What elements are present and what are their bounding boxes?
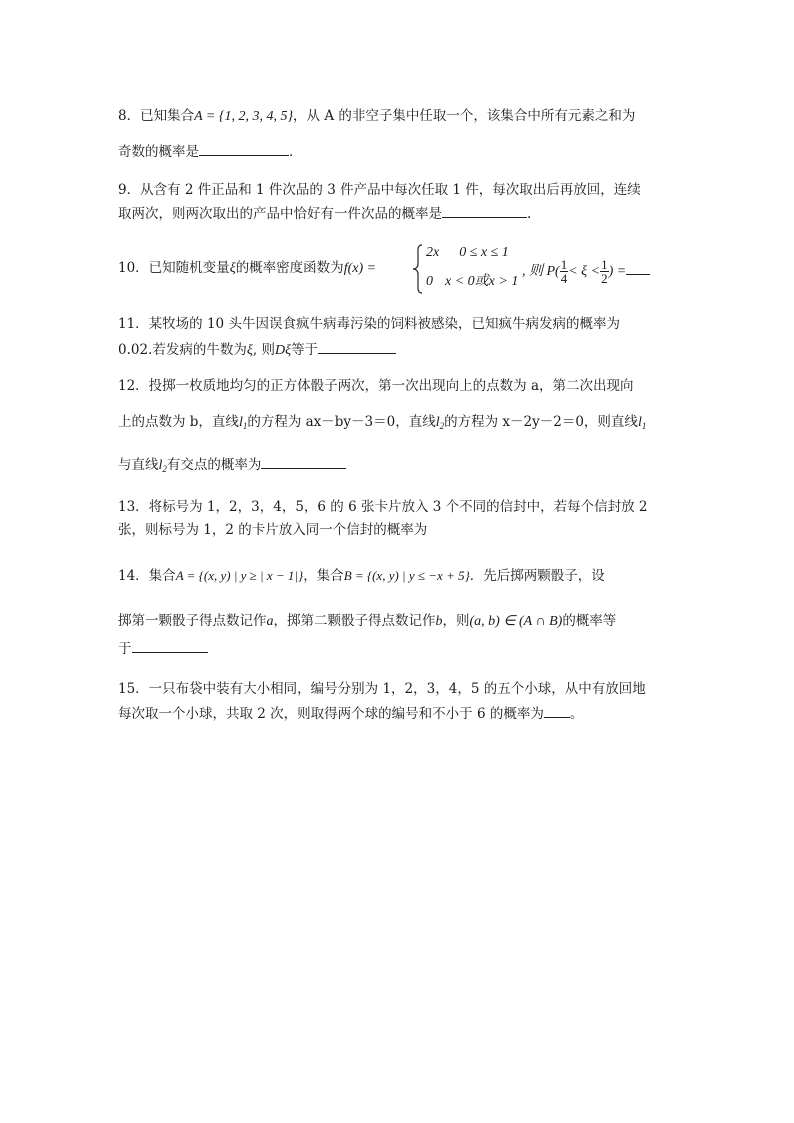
q12-l2b-sub: 2 <box>162 464 167 474</box>
q11-text-c: , 则 <box>252 342 275 358</box>
q12-l1-sub: 1 <box>242 421 248 431</box>
q14-text-h: 于 <box>118 641 132 657</box>
q13-text-b: 张，则标号为 1，2 的卡片放入同一个信封的概率为 <box>118 522 428 538</box>
q10-frac2-den: 2 <box>601 271 608 286</box>
q10-text-b: 的概率密度函数为 <box>235 260 344 276</box>
q10-fraction-1 <box>560 258 569 285</box>
q11-dxi: Dξ <box>274 343 292 358</box>
q14-set-b: B = {(x, y) | y ≤ −x + 5} <box>343 568 470 583</box>
q12-l1-again <box>638 415 646 430</box>
q14-text-c: ．先后掷两颗骰子，设 <box>469 568 605 584</box>
q10-frac1-num: 1 <box>560 257 568 272</box>
q11-answer-blank[interactable] <box>318 339 396 354</box>
q15-text-b: 每次取一个小球，共取 2 次，则取得两个球的编号和不小于 6 的概率为 <box>118 706 544 722</box>
q12-text-f: 有交点的概率为 <box>166 457 262 473</box>
q10-line <box>118 258 376 279</box>
q12-answer-blank[interactable] <box>261 454 346 469</box>
q11-text-d: 等于 <box>291 342 319 358</box>
q12-l1b-letter: l <box>637 415 642 430</box>
q14-line-3 <box>118 638 208 659</box>
q15-line-2 <box>118 703 583 724</box>
q11-text-b: 0.02.若发病的牛数为 <box>118 342 247 358</box>
q14-answer-blank[interactable] <box>132 638 208 653</box>
q8-line-2 <box>118 141 303 162</box>
q10-frac1-den: 4 <box>560 271 568 286</box>
q14-a: a <box>266 614 274 629</box>
q10-case-2 <box>426 272 518 292</box>
q10-case1-value: 2x <box>426 245 440 260</box>
q12-l2-again <box>159 458 167 473</box>
q10-p-mid: < ξ < <box>568 264 601 279</box>
q12-line-2 <box>118 412 646 436</box>
q15-text-a: 15．一只布袋中装有大小相同，编号分别为 1，2，3，4，5 的五个小球，从中有放回地 <box>118 681 646 697</box>
q9-end: . <box>527 206 532 222</box>
q14-text-f: ，则 <box>442 613 470 629</box>
q8-set-a: A = {1, 2, 3, 4, 5} <box>194 109 294 124</box>
q10-p-suffix: ) = <box>608 264 627 279</box>
q14-text-a: 14．集合 <box>118 568 176 584</box>
q14-set-a: A = {(x, y) | y ≥ | x − 1|} <box>175 568 304 583</box>
q12-text-e: 与直线 <box>118 457 159 473</box>
q14-text-b: ，集合 <box>303 568 344 584</box>
q8-answer-blank[interactable] <box>199 141 289 156</box>
q10-answer-blank[interactable] <box>626 260 650 275</box>
q13-line-1 <box>118 497 648 517</box>
q11-line-2 <box>118 339 396 361</box>
q11-xi: ξ <box>246 343 253 358</box>
q15-end: 。 <box>569 706 584 722</box>
q10-case1-condition: 0 ≤ x ≤ 1 <box>459 245 509 260</box>
q12-l2b-letter: l <box>158 458 163 473</box>
q10-case2-value: 0 <box>426 274 433 289</box>
q12-text-a: 12．投掷一枚质地均匀的正方体骰子两次，第一次出现向上的点数为 a，第二次出现向 <box>118 378 634 394</box>
q10-text-a: 10．已知随机变量 <box>118 260 230 276</box>
q15-line-1 <box>118 679 646 699</box>
q11-text-a: 11．某牧场的 10 头牛因误食疯牛病毒污染的饲料被感染，已知疯牛病发病的概率为 <box>118 316 620 332</box>
q12-l2-letter: l <box>435 415 440 430</box>
q14-text-e: ，掷第二颗骰子得点数记作 <box>273 613 436 629</box>
q14-line-2 <box>118 611 616 632</box>
q12-text-c: 的方程为 ax－by－3＝0，直线 <box>247 414 436 430</box>
q12-l2 <box>436 415 444 430</box>
q13-line-2 <box>118 520 427 540</box>
q12-line-3 <box>118 454 346 479</box>
q14-text-g: 的概率等 <box>562 613 617 629</box>
q15-answer-blank[interactable] <box>544 703 570 718</box>
q12-text-b: 上的点数为 b，直线 <box>118 414 239 430</box>
q10-case2-condition: x < 0或x > 1 <box>445 274 519 289</box>
q14-text-d: 掷第一颗骰子得点数记作 <box>118 613 267 629</box>
q12-l1-letter: l <box>238 415 243 430</box>
q10-probability <box>522 258 650 285</box>
q12-l2-sub: 2 <box>439 421 445 431</box>
q13-text-a: 13．将标号为 1，2，3，4，5，6 的 6 张卡片放入 3 个不同的信封中，若每个信封放 2 <box>118 499 648 515</box>
q10-xi: ξ <box>229 261 236 276</box>
q8-line-1 <box>118 106 635 127</box>
q8-text-b: ，从 A 的非空子集中任取一个，该集合中所有元素之和为 <box>293 108 636 124</box>
q9-line-1 <box>118 180 641 200</box>
q8-end: ． <box>289 144 303 160</box>
q12-line-1 <box>118 376 634 396</box>
q12-text-d: 的方程为 x－2y－2＝0，则直线 <box>444 414 638 430</box>
q10-fx: f(x) = <box>343 261 377 276</box>
piecewise-brace-icon <box>412 244 424 294</box>
q10-frac2-num: 1 <box>601 257 608 272</box>
q9-answer-blank[interactable] <box>442 203 527 218</box>
q8-text-a: 8．已知集合 <box>118 108 195 124</box>
q9-text-b: 取两次，则两次取出的产品中恰好有一件次品的概率是 <box>118 206 442 222</box>
q9-line-2 <box>118 203 531 224</box>
q12-l1b-sub: 1 <box>641 421 647 431</box>
q14-membership: (a, b) ∈ (A ∩ B) <box>469 614 563 629</box>
q11-line-1 <box>118 314 620 334</box>
q10-case-1 <box>426 243 509 263</box>
q10-p-prefix: , 则 P( <box>522 264 560 279</box>
q10-fraction-2 <box>600 258 609 285</box>
q8-text-c: 奇数的概率是 <box>118 144 199 160</box>
q14-b: b <box>435 614 443 629</box>
q14-line-1 <box>118 566 605 586</box>
q9-text-a: 9．从含有 2 件正品和 1 件次品的 3 件产品中每次任取 1 件，每次取出后再放回，连续 <box>118 182 641 198</box>
